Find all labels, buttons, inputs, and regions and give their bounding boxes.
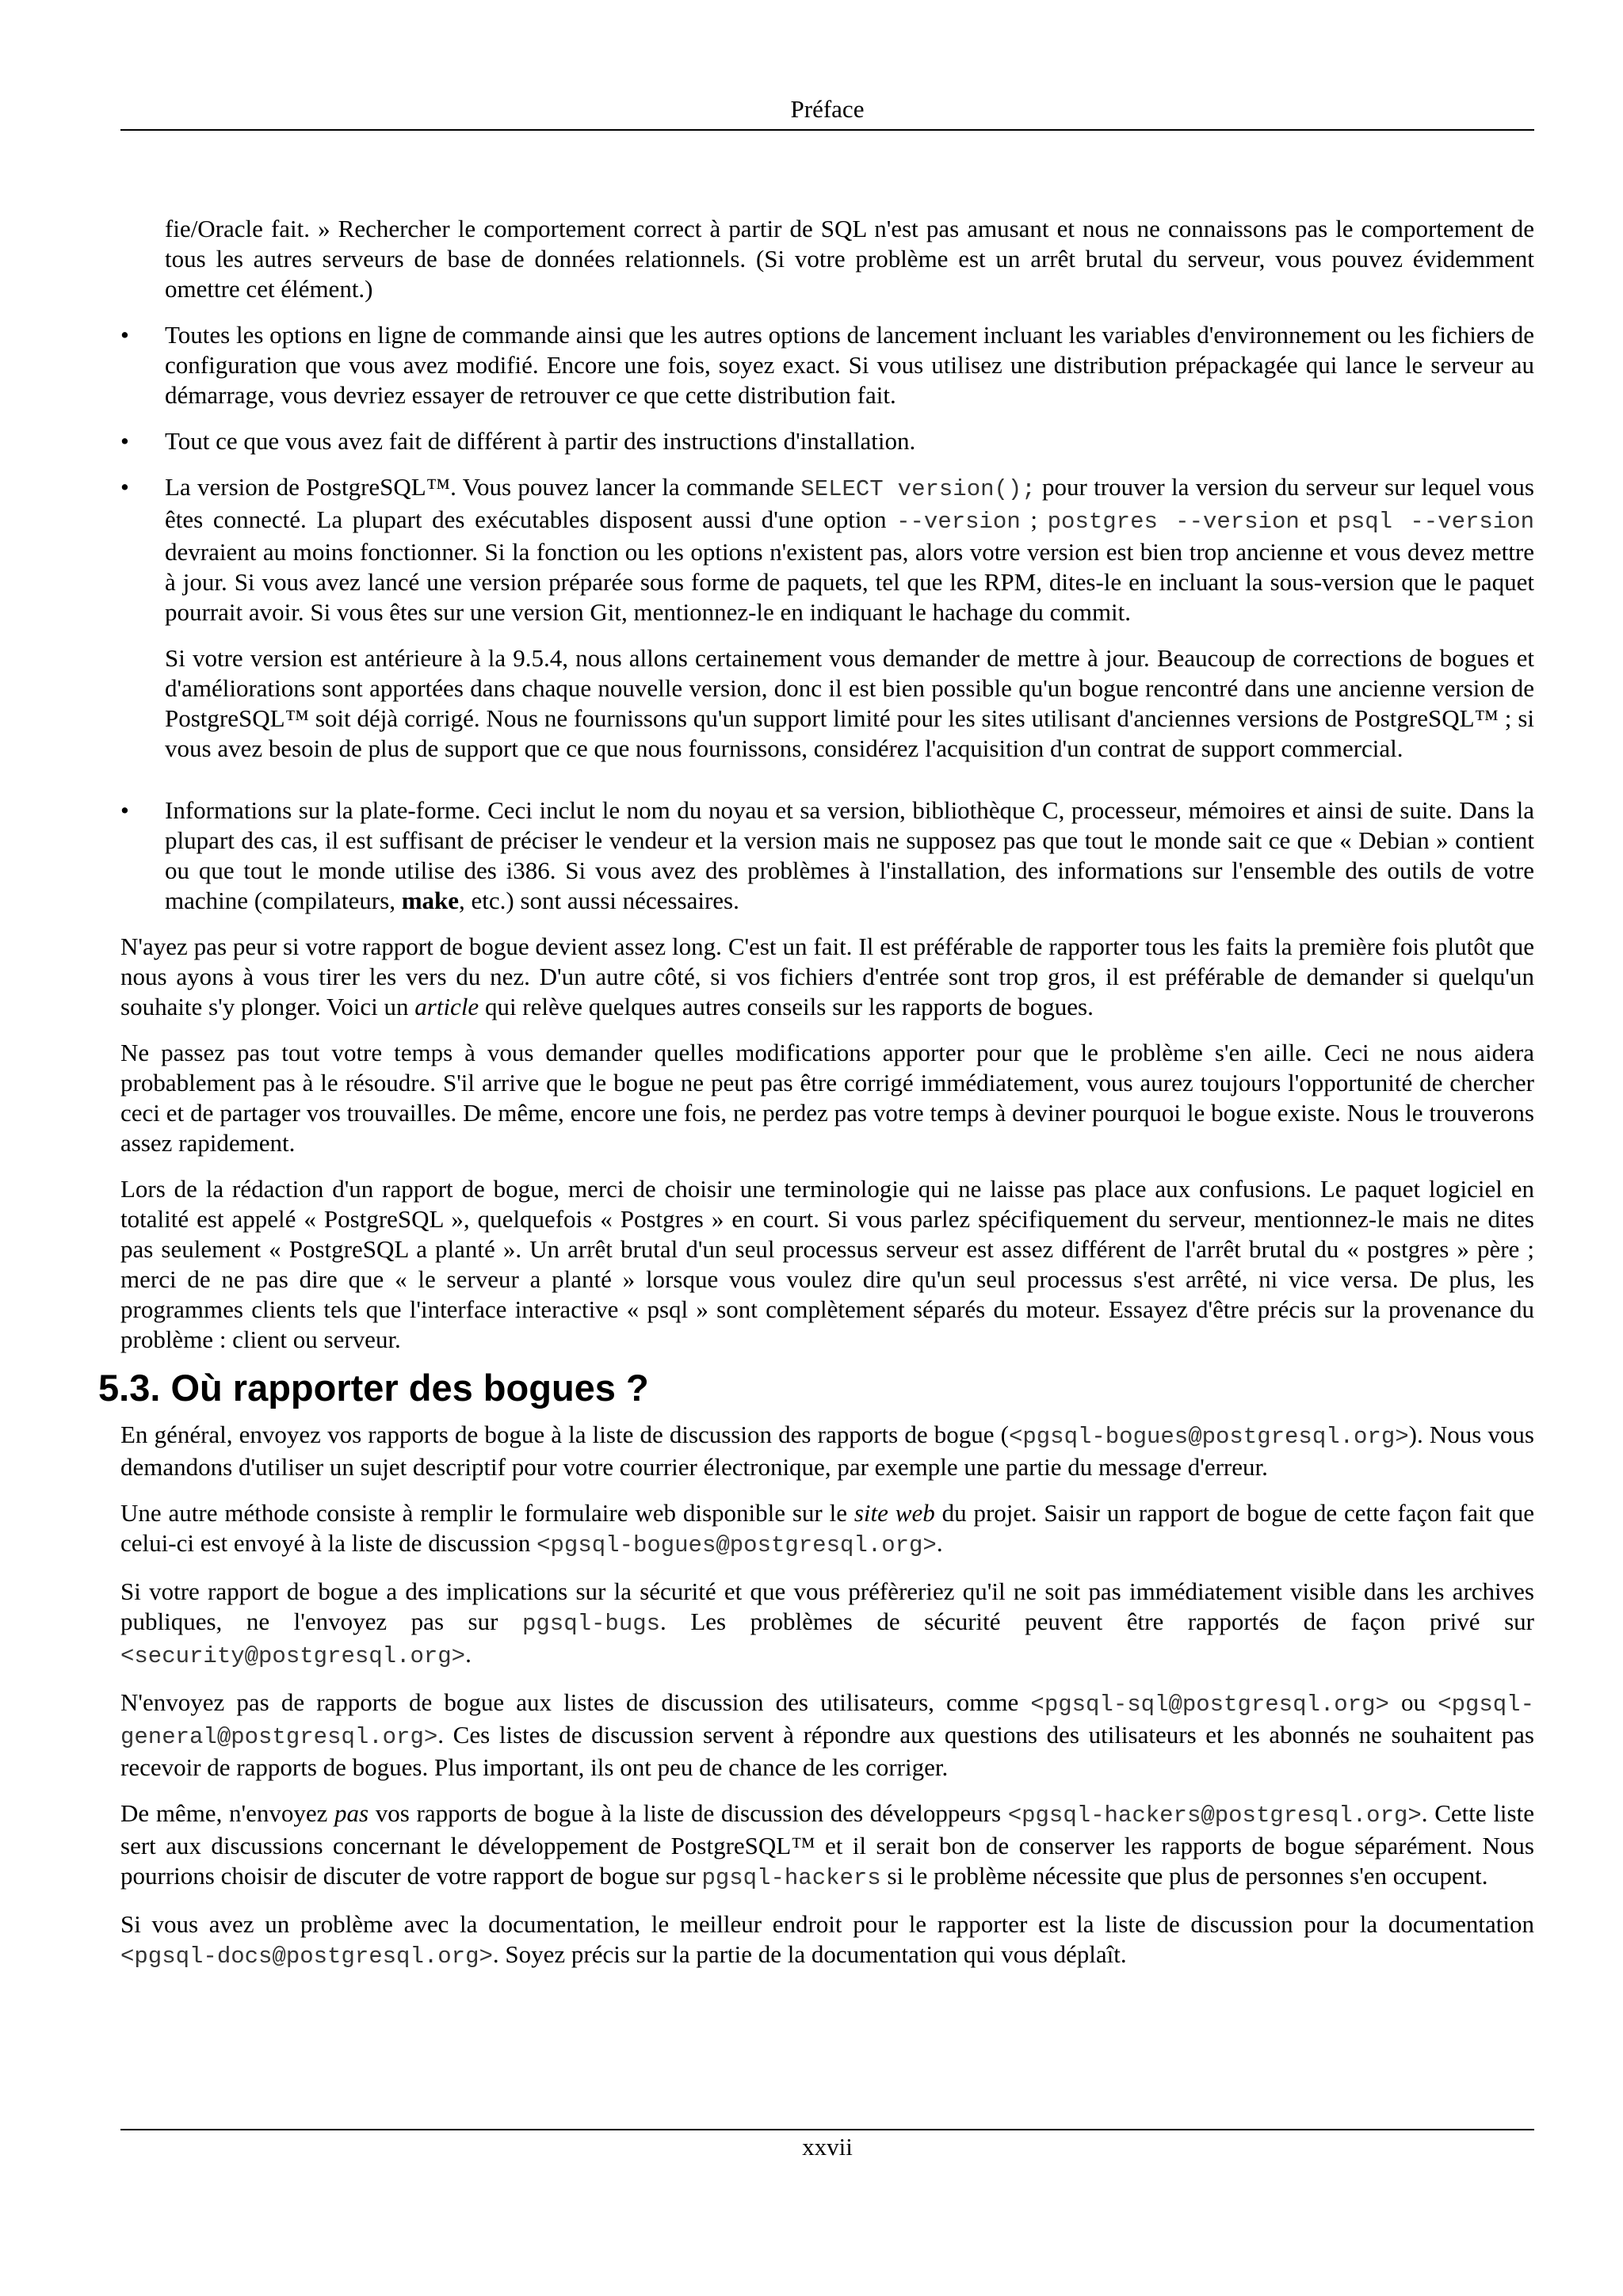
section-heading: 5.3. Où rapporter des bogues ?	[98, 1367, 649, 1409]
email-pgsql-hackers[interactable]: <pgsql-hackers@postgresql.org>	[1007, 1802, 1422, 1829]
bullet: •	[120, 473, 129, 501]
email-pgsql-bogues[interactable]: <pgsql-bogues@postgresql.org>	[1008, 1424, 1409, 1450]
page-content	[98, 214, 1534, 1972]
bullet: •	[120, 427, 129, 455]
email-security[interactable]: <security@postgresql.org>	[120, 1643, 466, 1669]
email-pgsql-bogues[interactable]: <pgsql-bogues@postgresql.org>	[537, 1532, 937, 1558]
list-item	[120, 795, 1534, 916]
list-pgsql-hackers: pgsql-hackers	[701, 1865, 881, 1891]
paragraph: Si votre rapport de bogue a des implications sur la sécurité et que vous préfèreriez qu'il ne soit pas immédiatement visible dans les archives publiques, ne l'envoyez pas sur pgsql-bugs. Les problèmes de sécurité peuvent être rapportés de façon privé sur <security@postgresql.org>.	[120, 1577, 1534, 1669]
footer-rule	[120, 2129, 1534, 2130]
list-pgsql-bugs: pgsql-bugs	[522, 1611, 661, 1637]
list-item	[120, 472, 1534, 764]
site-web-link[interactable]: site web	[854, 1499, 935, 1527]
make-command: make	[401, 887, 460, 914]
paragraph: Ne passez pas tout votre temps à vous demander quelles modifications apporter pour que le problème s'en aille. Ceci ne nous aidera probablement pas à le résoudre. S'il arrive que le bogue ne peut pas être corrigé immédiatement, vous aurez toujours l'opportunité de chercher ceci et de partager vos trouvailles. De même, encore une fois, ne perdez pas votre temps à deviner pourquoi le bogue existe. Nous le trouverons assez rapidement.	[120, 1039, 1534, 1157]
page-number: xxvii	[802, 2133, 853, 2161]
bullet: •	[120, 796, 129, 824]
paragraph: Lors de la rédaction d'un rapport de bogue, merci de choisir une terminologie qui ne laisse pas place aux confusions. Le paquet logiciel en totalité est appelé « PostgreSQL », quelquefois « Postgres » en court. Si vous parlez spécifiquement du serveur, mentionnez-le mais ne dites pas seulement « PostgreSQL a planté ». Un arrêt brutal d'un seul processus serveur est assez différent de l'arrêt brutal du « postgres » père ; merci de ne pas dire que « le serveur a planté » lorsque vous voulez dire qu'un seul processus s'est arrêté, ni vice versa. De plus, les programmes clients tels que l'interface interactive « psql » sont complètement séparés du moteur. Essayez d'être précis sur la provenance du problème : client ou serveur.	[120, 1175, 1534, 1353]
intro-continuation: fie/Oracle fait. » Rechercher le comportement correct à partir de SQL n'est pas amusant et nous ne connaissons pas le comportement de tous les autres serveurs de base de données relationnels. (Si votre problème est un arrêt brutal du serveur, vous pouvez évidemment omettre cet élément.)	[165, 215, 1534, 303]
paragraph: En général, envoyez vos rapports de bogue à la liste de discussion des rapports de bogue (<pgsql-bogues@postgresql.org>). Nous vous demandons d'utiliser un sujet descriptif pour votre courrier électronique, par exemple une partie du message d'erreur.	[120, 1421, 1534, 1481]
list-item	[120, 426, 1534, 456]
code-psql-version: psql --version	[1337, 509, 1534, 535]
list-item-text: Informations sur la plate-forme. Ceci inclut le nom du noyau et sa version, bibliothèque C, processeur, mémoires et ainsi de suite. Dans la plupart des cas, il est suffisant de préciser le vendeur et la version mais ne supposez pas que tout le monde sait ce que « Debian » contient ou que tout le monde utilise des i386. Si vous avez des problèmes à l'installation, des informations sur l'ensemble des outils de votre machine (compilateurs, make, etc.) sont aussi nécessaires.	[165, 796, 1534, 914]
email-pgsql-sql[interactable]: <pgsql-sql@postgresql.org>	[1030, 1691, 1389, 1718]
paragraph: N'envoyez pas de rapports de bogue aux listes de discussion des utilisateurs, comme <pgsql-sql@postgresql.org> ou <pgsql-general@postgresql.org>. Ces listes de discussion servent à répondre aux questions des utilisateurs et les abonnés ne souhaitent pas recevoir de rapports de bogues. Plus important, ils ont peu de chance de les corriger.	[120, 1688, 1534, 1781]
article-link[interactable]: article	[414, 993, 479, 1020]
bullet: •	[120, 321, 129, 349]
emphasis-pas: pas	[334, 1799, 369, 1827]
running-header: Préface	[790, 95, 865, 123]
paragraph: De même, n'envoyez pas vos rapports de bogue à la liste de discussion des développeurs <pgsql-hackers@postgresql.org>. Cette liste sert aux discussions concernant le développement de PostgreSQL™ et il serait bon de conserver les rapports de bogue séparément. Nous pourrions choisir de discuter de votre rapport de bogue sur pgsql-hackers si le problème nécessite que plus de personnes s'en occupent.	[120, 1799, 1534, 1891]
list-item-text: La version de PostgreSQL™. Vous pouvez lancer la commande SELECT version(); pour trouver la version du serveur sur lequel vous êtes connecté. La plupart des exécutables disposent aussi d'une option --version ; postgres --version et psql --version devraient au moins fonctionner. Si la fonction ou les options n'existent pas, alors votre version est bien trop ancienne et vous devez mettre à jour. Si vous avez lancé une version préparée sous forme de paquets, tel que les RPM, dites-le en incluant la sous-version que le paquet pourrait avoir. Si vous êtes sur une version Git, mentionnez-le en indiquant le hachage du commit.	[165, 473, 1534, 626]
list-item-text: Tout ce que vous avez fait de différent à partir des instructions d'installation.	[165, 427, 916, 455]
paragraph: Une autre méthode consiste à remplir le formulaire web disponible sur le site web du projet. Saisir un rapport de bogue de cette façon fait que celui-ci est envoyé à la liste de discussion <pgsql-bogues@postgresql.org>.	[120, 1499, 1534, 1558]
header-rule	[120, 129, 1534, 131]
email-pgsql-docs[interactable]: <pgsql-docs@postgresql.org>	[120, 1943, 493, 1970]
email-pgsql-general[interactable]: <pgsql-general@postgresql.org>	[120, 1691, 1534, 1750]
list-item-paragraph: Si votre version est antérieure à la 9.5.4, nous allons certainement vous demander de mettre à jour. Beaucoup de corrections de bogues et d'améliorations sont apportées dans chaque nouvelle version, donc il est bien possible qu'un bogue rencontré dans une ancienne version de PostgreSQL™ soit déjà corrigé. Nous ne fournissons qu'un support limité pour les sites utilisant d'anciennes versions de PostgreSQL™ ; si vous avez besoin de plus de support que ce que nous fournissons, considérez l'acquisition d'un contrat de support commercial.	[165, 644, 1534, 762]
code-select-version: SELECT version();	[800, 476, 1036, 502]
paragraph: Si vous avez un problème avec la documentation, le meilleur endroit pour le rapporter est la liste de discussion pour la documentation <pgsql-docs@postgresql.org>. Soyez précis sur la partie de la documentation qui vous déplaît.	[120, 1910, 1534, 1970]
paragraph: N'ayez pas peur si votre rapport de bogue devient assez long. C'est un fait. Il est préférable de rapporter tous les faits la première fois plutôt que nous ayons à vous tirer les vers du nez. D'un autre côté, si vos fichiers d'entrée sont trop gros, il est préférable de demander si quelqu'un souhaite s'y plonger. Voici un article qui relève quelques autres conseils sur les rapports de bogues.	[120, 933, 1534, 1020]
code-postgres-version: postgres --version	[1047, 509, 1300, 535]
code-version-option: --version	[896, 509, 1021, 535]
list-item-text: Toutes les options en ligne de commande ainsi que les autres options de lancement incluant les variables d'environnement ou les fichiers de configuration que vous avez modifié. Encore une fois, soyez exact. Si vous utilisez une distribution prépackagée qui lance le serveur au démarrage, vous devriez essayer de retrouver ce que cette distribution fait.	[165, 321, 1534, 409]
list-item	[120, 320, 1534, 410]
